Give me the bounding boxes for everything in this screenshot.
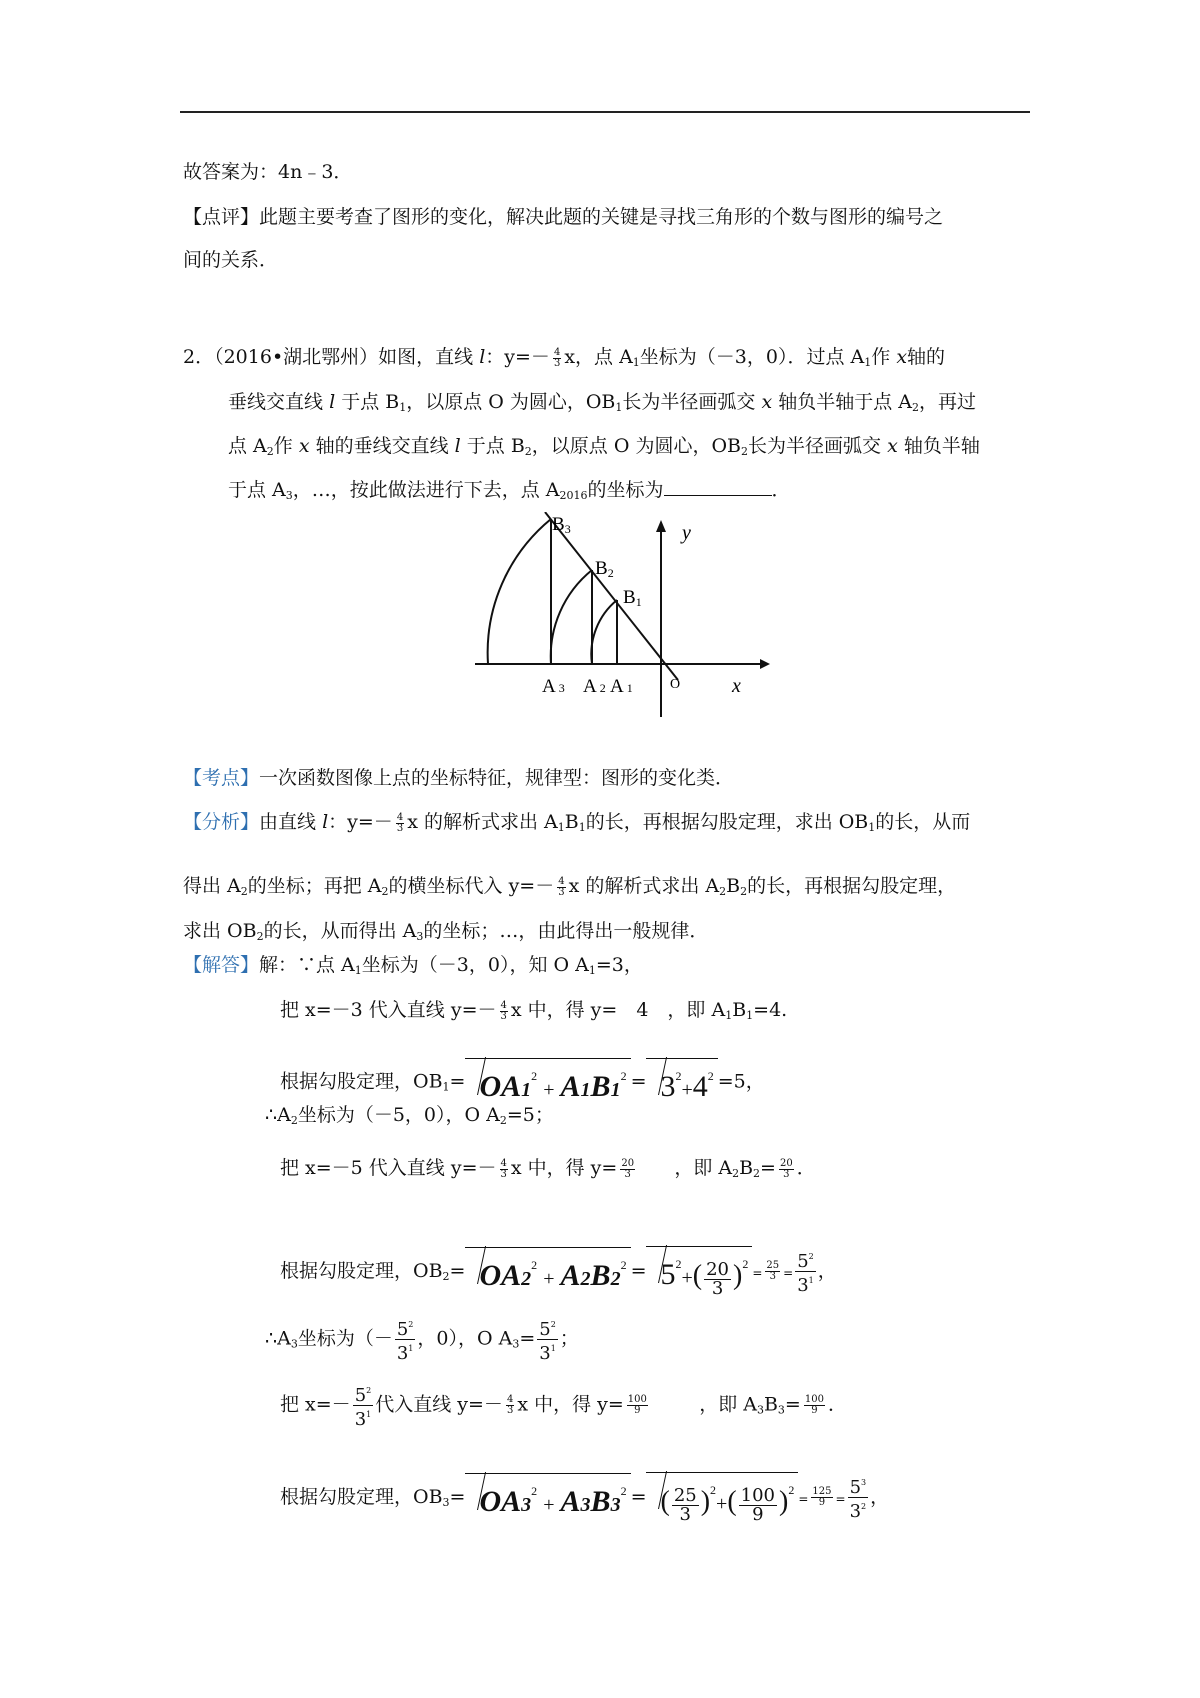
label-b2: B2: [595, 558, 614, 580]
label-b3: B3: [552, 514, 571, 536]
label-a1: A 1: [610, 676, 633, 697]
arc-3: [488, 519, 551, 664]
arc-1: [591, 600, 617, 664]
sqrt-5-20-3: $5^2+$( $\frac{20}{3}$ )$^2$: [646, 1246, 752, 1298]
jieda-line-9: 根据勾股定理，$OB_3= OA3^2 + A3B3^2$ = ( $\frac{25}{3}$ )$^2$+( $\frac{100}{9}$ )$^2$= $\frac{125}{9}$ = $\frac{5^3}{3^2}$ ，: [280, 1472, 889, 1524]
comment-text-2: 间的关系．: [183, 249, 279, 271]
problem-line-4: 于点 $A_3$，…，按此做法进行下去，点 $A_{2016}$的坐标为 ．: [228, 479, 791, 502]
jieda-line-3: 根据勾股定理，$OB_1= OA1^2 + A1B1^2 = 3^2+4^2 =5$，: [280, 1058, 765, 1107]
geometry-figure: [470, 512, 770, 722]
fenxi-line-2: 得出 $A_2$的坐标；再把 $A_2$的横坐标代入 y=－ $\frac{4}{3}$ x 的解析式求出 $A_2B_2$的长，再根据勾股定理，: [183, 875, 957, 898]
y-axis-arrow: [656, 520, 666, 532]
jieda-line-2: 把 x=－3 代入直线 y=－ $\frac{4}{3}$ x 中，得 y= 4 ，即 $A_1B_1=4$.: [280, 999, 788, 1022]
comment-text: 此题主要考查了图形的变化，解决此题的关键是寻找三角形的个数与图形的编号之: [259, 206, 944, 228]
label-x: x: [732, 675, 741, 697]
problem-line-1: 2．（2016•湖北鄂州）如图，直线 l：y=－ $\frac{4}{3}$ x，点 $A_1$坐标为（－3，0）．过点 $A_1$作 x轴的: [183, 346, 946, 369]
sqrt-ob1: $OA1^2 + A1B1^2$: [465, 1058, 630, 1107]
fenxi-line-3: 求出 $OB_2$的长，从而得出 $A_3$的坐标；…，由此得出一般规律．: [183, 920, 709, 943]
kaodian-line: [183, 766, 734, 790]
kaodian-tag: 【考点】: [183, 767, 260, 789]
jieda-line-8: 把 x=－ $\frac{5^2}{3^1}$ 代入直线 y=－ $\frac{4}{3}$ x 中，得 y= $\frac{100}{9}$ ，即 $A_3B_3=$ $\frac{100}{9}$ ．: [280, 1382, 847, 1429]
arc-2: [551, 570, 592, 664]
jieda-line-7: $\therefore A_3$坐标为（－ $\frac{5^2}{3^1}$ ，0），O $A_3=$ $\frac{5^2}{3^1}$ ；: [265, 1316, 579, 1363]
sqrt-3-4: $3^2+4^2$: [646, 1058, 717, 1107]
label-origin: O: [670, 677, 681, 692]
answer-line: [183, 160, 352, 184]
jieda-line-5: 把 x=－5 代入直线 y=－ $\frac{4}{3}$ x 中，得 y= $\frac{20}{3}$ ，即 $A_2B_2=$ $\frac{20}{3}$ ．: [280, 1157, 816, 1180]
x-axis-arrow: [760, 659, 770, 669]
comment-line-2: [183, 248, 278, 272]
label-b1: B1: [623, 587, 642, 609]
line-l: [545, 512, 678, 680]
kaodian-text: 一次函数图像上点的坐标特征，规律型：图形的变化类．: [259, 767, 735, 789]
sqrt-ob2: $OA2^2 + A2B2^2$: [465, 1247, 630, 1296]
problem-line-3: 点 $A_2$作 x 轴的垂线交直线 l 于点 $B_2$，以原点 O 为圆心，$OB_2$长为半径画弧交 x 轴负半轴: [228, 435, 980, 458]
sqrt-ob3: $OA3^2 + A3B3^2$: [465, 1473, 630, 1522]
answer-blank[interactable]: [664, 479, 772, 496]
label-y: y: [682, 522, 691, 544]
problem-line-2: 垂线交直线 l 于点 $B_1$，以原点 O 为圆心，$OB_1$长为半径画弧交 x 轴负半轴于点 $A_2$，再过: [228, 391, 977, 414]
fenxi-tag: 【分析】: [183, 811, 260, 833]
jieda-line-6: 根据勾股定理，$OB_2= OA2^2 + A2B2^2 = 5^2+$( $\frac{20}{3}$ )$^2$= $\frac{25}{3}$ = $\frac{5^2}{3^1}$ ，: [280, 1246, 837, 1298]
jieda-tag: 【解答】: [183, 954, 260, 976]
comment-tag: 【点评】: [183, 206, 260, 228]
header-rule: [180, 111, 1030, 113]
jieda-line-1: 【解答】解：∵点 $A_1$坐标为（－3，0），知 O $A_1=3$，: [183, 954, 643, 977]
answer-text: 故答案为：4n﹣3．: [183, 161, 353, 183]
fenxi-line-1: 【分析】由直线 l：y=－ $\frac{4}{3}$ x 的解析式求出 $A_1B_1$的长，再根据勾股定理，求出 $OB_1$的长，从而: [183, 811, 971, 834]
label-a3: A 3: [542, 676, 565, 697]
sqrt-25-3-100-9: ( $\frac{25}{3}$ )$^2$+( $\frac{100}{9}$ )$^2$: [646, 1472, 798, 1524]
frac-4-3: $\frac{4}{3}$: [553, 346, 561, 369]
jieda-line-4: $\therefore A_2$坐标为（－5，0），O $A_2=5$；: [265, 1104, 554, 1127]
comment-line: [183, 205, 943, 229]
label-a2: A 2: [583, 676, 606, 697]
